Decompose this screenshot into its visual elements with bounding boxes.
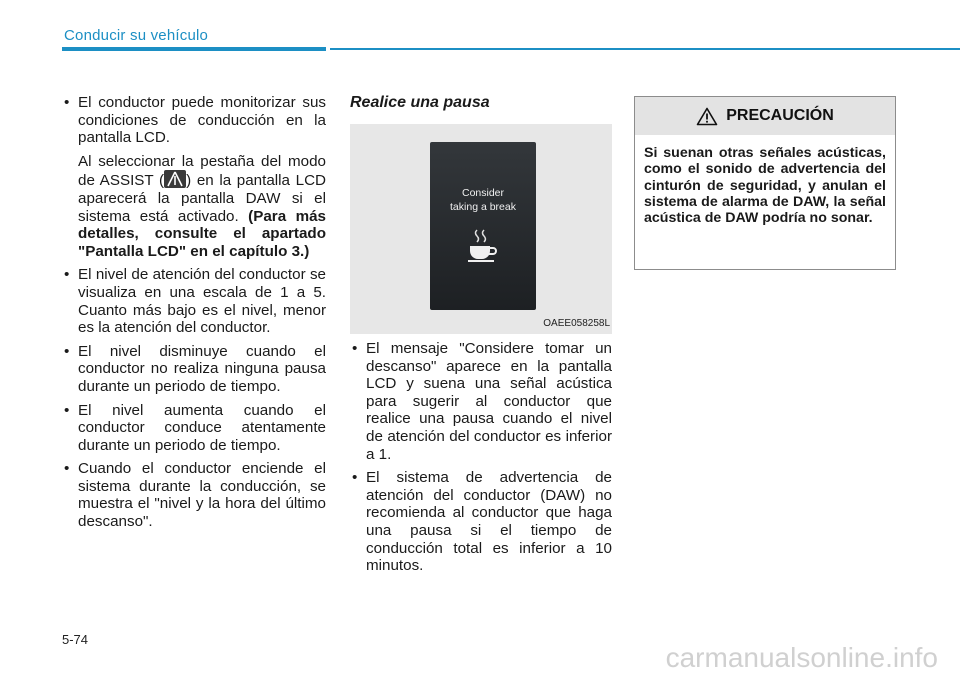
list-item: • El nivel aumenta cuando el conductor conduce atentamente durante un periodo de tiempo. (62, 402, 326, 455)
list-item: • El nivel de atención del conductor se visualiza en una escala de 1 a 5. Cuanto más bajo es el nivel, menor es la atención del conductor. (62, 266, 326, 336)
lcd-figure (350, 124, 612, 334)
section-header: Conducir su vehículo (64, 27, 209, 44)
section-title: Realice una pausa (350, 94, 490, 111)
header-rule-thin (330, 48, 960, 50)
caution-title: PRECAUCIÓN (726, 107, 834, 124)
lcd-message: Consider taking a break (450, 187, 516, 213)
watermark: carmanualsonline.info (665, 642, 938, 673)
caution-text: Si suenan otras señales acústicas, como el sonido de advertencia del cinturón de seguridad, y anulan el sistema de alarma de DAW, la señal acústica de DAW podría no sonar. (644, 145, 886, 227)
assist-mode-note: Al seleccionar la pestaña del modo de ASSIST ( ) en la pantalla LCD aparecerá la pantalla DAW si el sistema está activado. (Para más detalles, consulte el apartado "Pantalla LCD" en el capítulo 3.) (78, 152, 327, 260)
lcd-screen (430, 142, 536, 310)
assist-mode-icon (164, 170, 186, 188)
list-item: • El nivel disminuye cuando el conductor no realiza ninguna pausa durante un periodo de tiempo. (62, 343, 326, 396)
left-column (62, 94, 326, 537)
warning-triangle-icon (696, 107, 718, 126)
list-item: • El sistema de advertencia de atención del conductor (DAW) no recomienda al conductor que haga una pausa si el tiempo de conducción total es inferior a 10 minutos. (350, 469, 612, 575)
middle-column (350, 94, 612, 581)
list-item: • El mensaje "Considere tomar un descanso" aparece en la pantalla LCD y suena una señal acústica para sugerir al conductor que realice una pausa cuando el nivel de atención del conductor es inferior a 1. (350, 340, 612, 463)
list-item: • Cuando el conductor enciende el sistema durante la conducción, se muestra el "nivel y la hora del último descanso". (62, 460, 326, 530)
figure-code: OAEE058258L (543, 318, 610, 330)
list-item: • El conductor puede monitorizar sus condiciones de conducción en la pantalla LCD. Al seleccionar la pestaña del modo de ASSIST ( ) en la pantalla LCD aparecerá la pantalla DAW si el sistema está activado. (Para más detalles, consulte el apartado "Pantalla LCD" en el capítulo 3.) (62, 94, 326, 260)
page-number: 5-74 (62, 632, 89, 647)
caution-header (635, 97, 895, 135)
caution-box (634, 96, 896, 270)
coffee-cup-icon (467, 228, 499, 264)
header-rule-thick (62, 47, 326, 51)
